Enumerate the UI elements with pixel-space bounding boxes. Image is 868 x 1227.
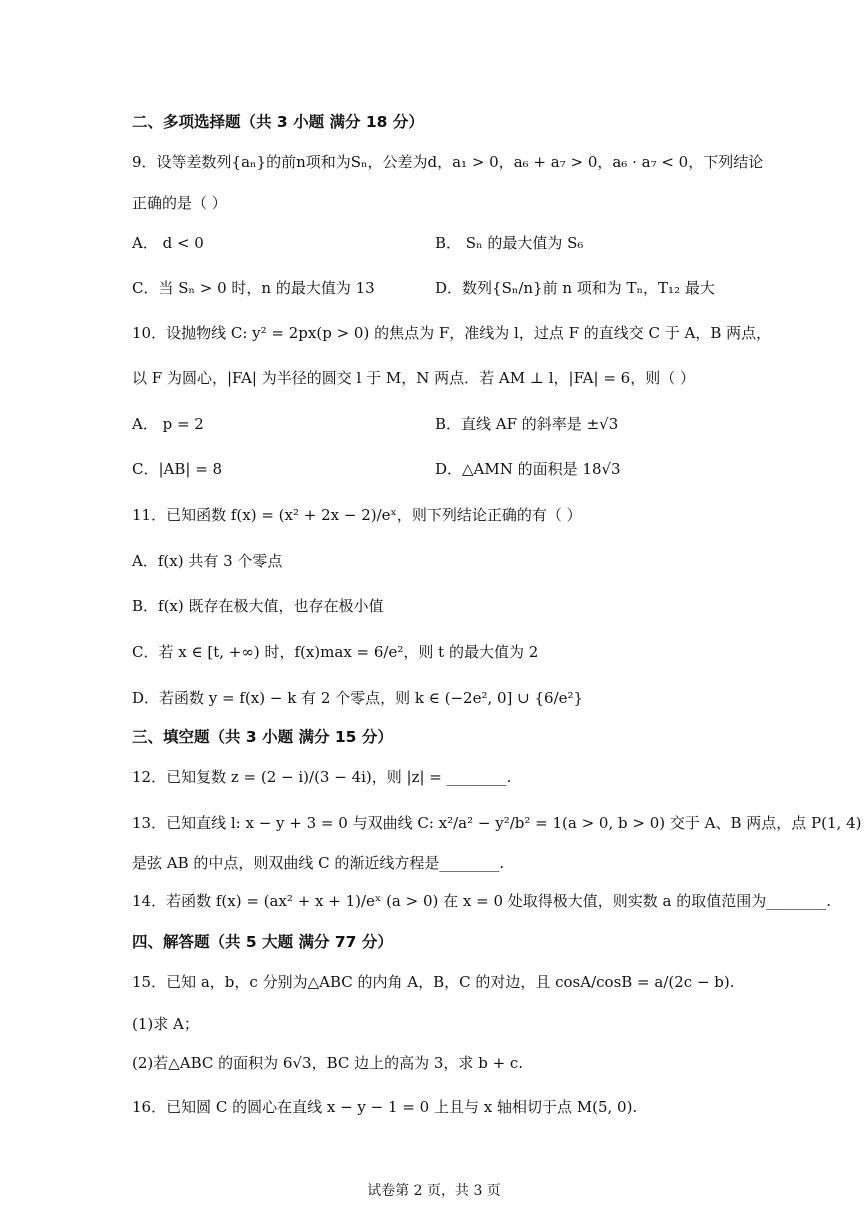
section-heading-multiple-choice: 二、多项选择题（共 3 小题 满分 18 分） bbox=[132, 113, 424, 131]
q10-option-d: D．△AMN 的面积是 18√3 bbox=[435, 460, 621, 478]
q13-line2: 是弦 AB 的中点，则双曲线 C 的渐近线方程是________. bbox=[132, 854, 505, 872]
q11-option-c: C．若 x ∈ [t, +∞) 时，f(x)max = 6/e²，则 t 的最大值为 2 bbox=[132, 643, 539, 661]
q12-text: 12．已知复数 z = (2 − i)/(3 − 4i)，则 |z| = ________. bbox=[132, 768, 512, 786]
q9-option-d: D．数列{Sₙ/n}前 n 项和为 Tₙ，T₁₂ 最大 bbox=[435, 279, 715, 297]
q9-option-a: A． d < 0 bbox=[132, 234, 204, 252]
q9-option-c: C．当 Sₙ > 0 时，n 的最大值为 13 bbox=[132, 279, 375, 297]
q10-option-b: B．直线 AF 的斜率是 ±√3 bbox=[435, 415, 619, 433]
q15-part1: (1)求 A； bbox=[132, 1015, 199, 1033]
q10-option-a: A． p = 2 bbox=[132, 415, 204, 433]
section-heading-fill-in: 三、填空题（共 3 小题 满分 15 分） bbox=[132, 728, 393, 746]
q10-stem-line2: 以 F 为圆心，|FA| 为半径的圆交 l 于 M，N 两点．若 AM ⊥ l，|FA| = 6，则（ ） bbox=[132, 369, 695, 387]
q11-option-a: A．f(x) 共有 3 个零点 bbox=[132, 552, 283, 570]
q9-stem-line1: 9．设等差数列{aₙ}的前n项和为Sₙ，公差为d，a₁ > 0，a₆ + a₇ > 0，a₆ · a₇ < 0，下列结论 bbox=[132, 153, 764, 171]
q11-stem: 11．已知函数 f(x) = (x² + 2x − 2)/eˣ，则下列结论正确的有（ ） bbox=[132, 506, 582, 524]
section-heading-solutions: 四、解答题（共 5 大题 满分 77 分） bbox=[132, 933, 393, 951]
q10-option-c: C．|AB| = 8 bbox=[132, 460, 223, 478]
q14-text: 14．若函数 f(x) = (ax² + x + 1)/eˣ (a > 0) 在 x = 0 处取得极大值，则实数 a 的取值范围为________. bbox=[132, 892, 832, 910]
q9-stem-line2: 正确的是（ ） bbox=[132, 194, 227, 212]
q10-stem-line1: 10．设抛物线 C: y² = 2px(p > 0) 的焦点为 F，准线为 l，过点 F 的直线交 C 于 A，B 两点， bbox=[132, 324, 772, 342]
q13-line1: 13．已知直线 l: x − y + 3 = 0 与双曲线 C: x²/a² − y²/b² = 1(a > 0, b > 0) 交于 A、B 两点，点 P(1, 4) bbox=[132, 814, 862, 832]
q11-option-b: B．f(x) 既存在极大值，也存在极小值 bbox=[132, 597, 384, 615]
page-footer: 试卷第 2 页，共 3 页 bbox=[367, 1183, 501, 1199]
q15-stem: 15．已知 a，b，c 分别为△ABC 的内角 A，B，C 的对边，且 cosA/cosB = a/(2c − b). bbox=[132, 973, 735, 991]
q15-part2: (2)若△ABC 的面积为 6√3，BC 边上的高为 3，求 b + c. bbox=[132, 1054, 524, 1072]
q16-stem: 16．已知圆 C 的圆心在直线 x − y − 1 = 0 上且与 x 轴相切于点 M(5, 0). bbox=[132, 1098, 638, 1116]
q11-option-d: D．若函数 y = f(x) − k 有 2 个零点，则 k ∈ (−2e², 0] ∪ {6/e²} bbox=[132, 689, 584, 707]
q9-option-b: B． Sₙ 的最大值为 S₆ bbox=[435, 234, 584, 252]
